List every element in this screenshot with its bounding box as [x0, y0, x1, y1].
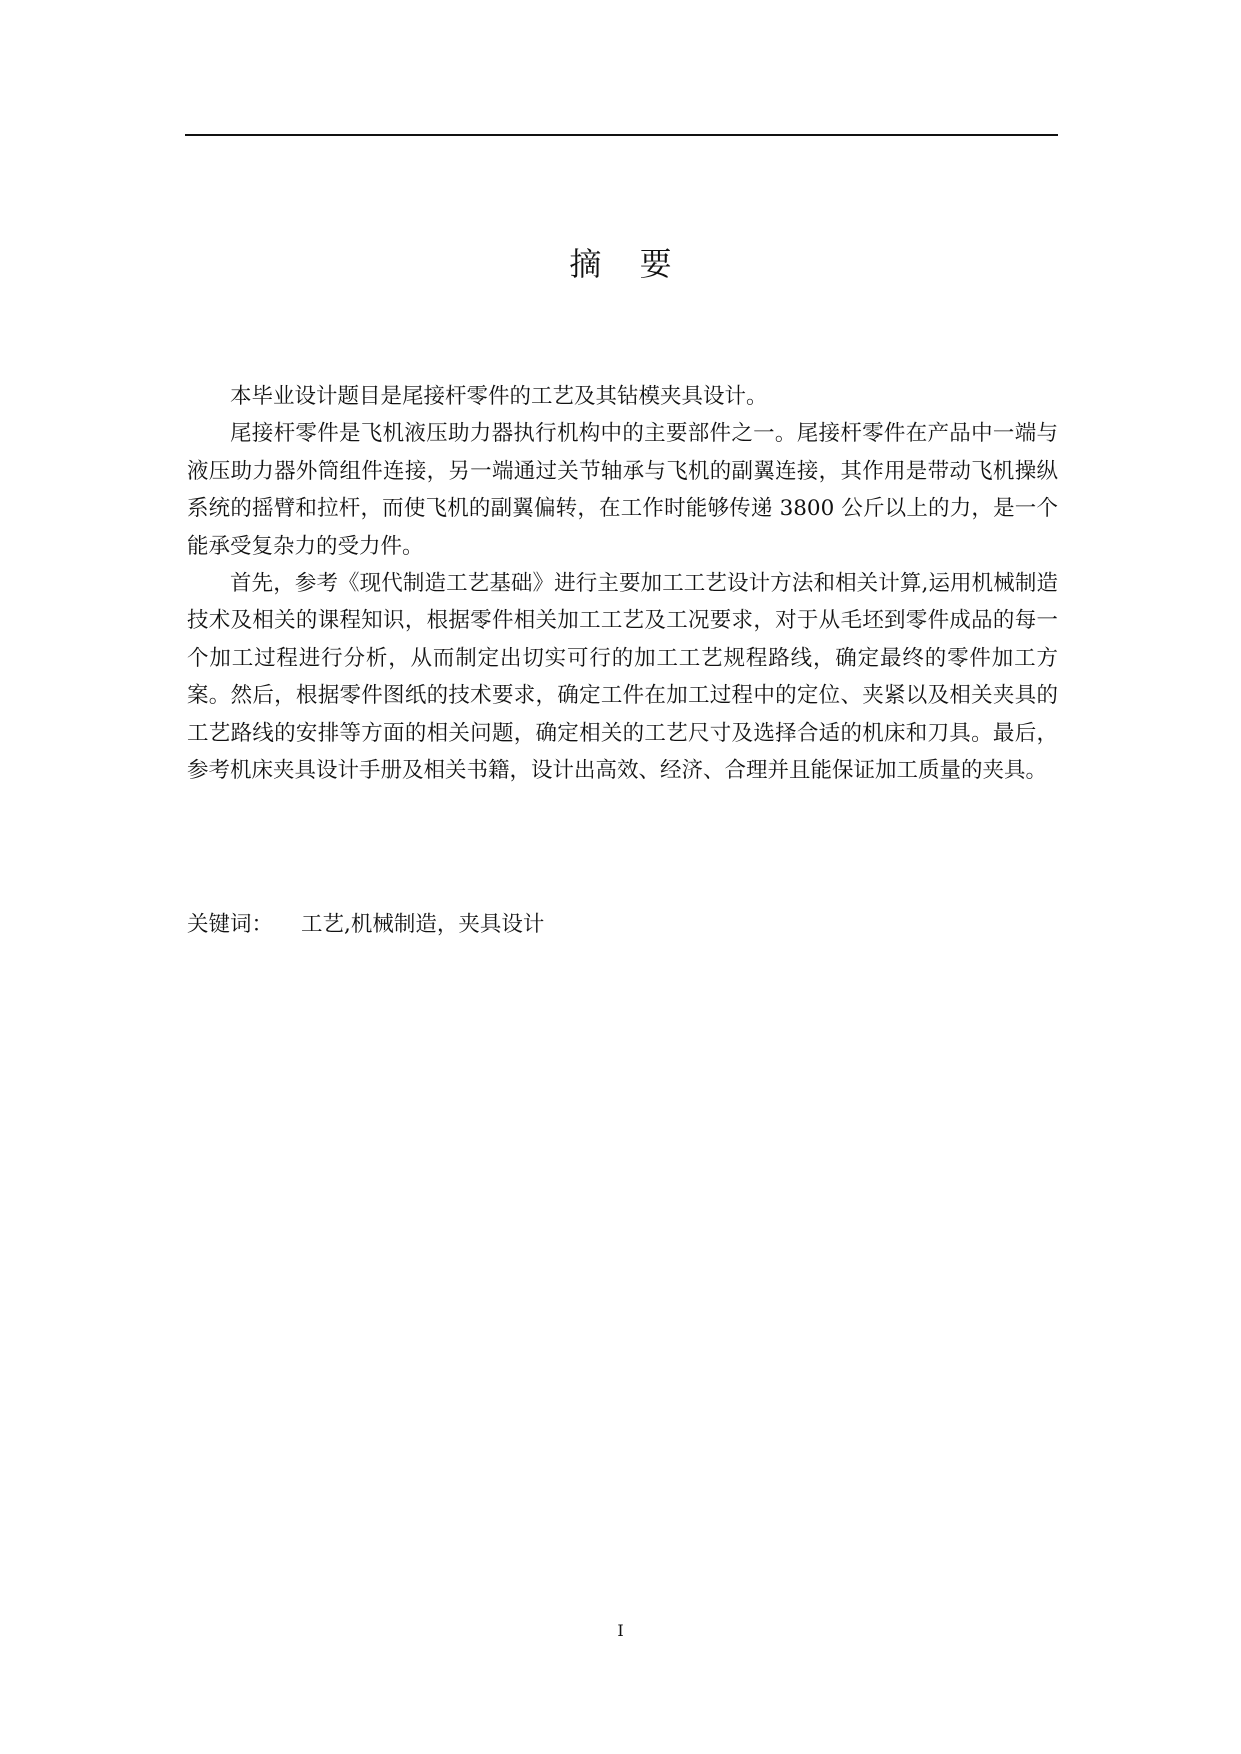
abstract-paragraph: 首先，参考《现代制造工艺基础》进行主要加工工艺设计方法和相关计算,运用机械制造技术及相关的课程知识，根据零件相关加工工艺及工况要求，对于从毛坯到零件成品的每一个加工过程进行分析，从而制定出切实可行的加工工艺规程路线，确定最终的零件加工方案。然后，根据零件图纸的技术要求，确定工件在加工过程中的定位、夹紧以及相关夹具的工艺路线的安排等方面的相关问题，确定相关的工艺尺寸及选择合适的机床和刀具。最后，参考机床夹具设计手册及相关书籍，设计出高效、经济、合理并且能保证加工质量的夹具。: [187, 571, 1058, 784]
abstract-title: 摘 要: [569, 245, 686, 283]
abstract-body: [187, 378, 1058, 789]
abstract-paragraph: 本毕业设计题目是尾接杆零件的工艺及其钻模夹具设计。: [230, 384, 768, 409]
page-number: I: [617, 1621, 624, 1640]
keywords-value: 工艺,机械制造，夹具设计: [301, 912, 545, 937]
abstract-paragraph: 尾接杆零件是飞机液压助力器执行机构中的主要部件之一。尾接杆零件在产品中一端与液压助力器外筒组件连接，另一端通过关节轴承与飞机的副翼连接，其作用是带动飞机操纵系统的摇臂和拉杆，而使飞机的副翼偏转，在工作时能够传递 3800 公斤以上的力，是一个能承受复杂力的受力件。: [187, 421, 1058, 559]
header-rule: [185, 134, 1058, 136]
keywords-label: 关键词：: [187, 912, 274, 937]
keywords-line: [187, 906, 1058, 943]
